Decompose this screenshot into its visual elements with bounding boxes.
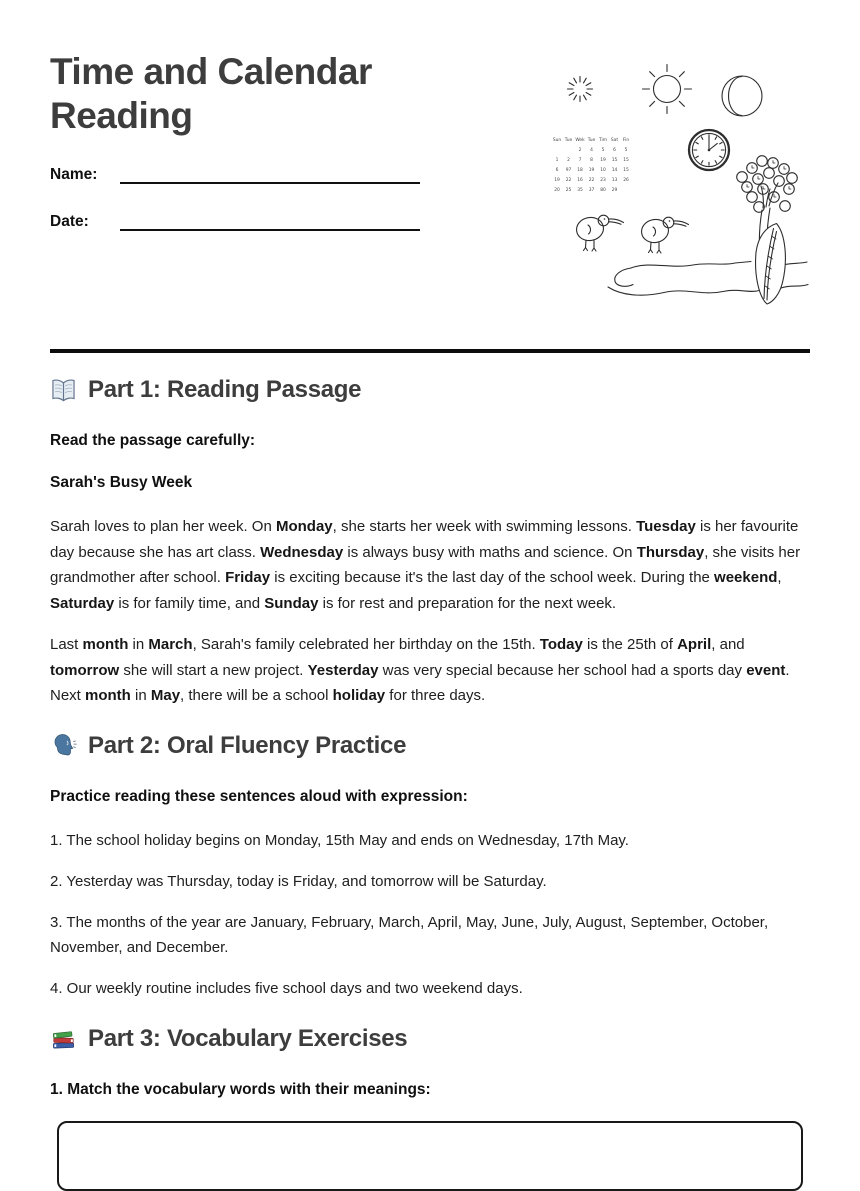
svg-text:1: 1 bbox=[555, 158, 559, 163]
part3-section bbox=[50, 1025, 810, 1191]
part2-heading-text: Part 2: Oral Fluency Practice bbox=[88, 731, 407, 759]
svg-text:13: 13 bbox=[611, 178, 618, 183]
svg-text:7: 7 bbox=[578, 158, 582, 163]
part3-heading bbox=[50, 1025, 810, 1053]
match-exercise-label: 1. Match the vocabulary words with their meanings: bbox=[50, 1080, 431, 1098]
svg-text:2: 2 bbox=[578, 148, 582, 153]
part3-heading-text: Part 3: Vocabulary Exercises bbox=[88, 1024, 408, 1052]
date-label: Date: bbox=[50, 213, 89, 230]
part1-heading-text: Part 1: Reading Passage bbox=[88, 376, 362, 403]
svg-text:20: 20 bbox=[554, 188, 560, 193]
svg-text:18: 18 bbox=[577, 168, 583, 173]
svg-text:Sun: Sun bbox=[552, 138, 562, 143]
matching-answer-box bbox=[57, 1121, 803, 1191]
svg-text:23: 23 bbox=[600, 178, 606, 183]
passage-paragraph-2: Last month in March, Sarah's family celebrated her birthday on the 15th. Today is the 25th of April, and tomorrow she will start a new project. Yesterday was very special because her school had a sports day event. Next month in May, there will be a school holiday for three days. bbox=[50, 636, 790, 704]
svg-text:Sat: Sat bbox=[610, 138, 619, 143]
kiwi-bird-doodle bbox=[575, 215, 624, 251]
svg-text:80: 80 bbox=[600, 188, 606, 193]
date-field-row bbox=[50, 209, 420, 231]
svg-text:2: 2 bbox=[567, 158, 570, 163]
moon-icon bbox=[722, 76, 762, 116]
calendar-clock-illustration bbox=[545, 56, 811, 308]
svg-text:35: 35 bbox=[577, 188, 583, 193]
svg-text:15: 15 bbox=[623, 168, 629, 173]
sparkle-icon bbox=[568, 77, 593, 102]
part1-section bbox=[50, 376, 810, 709]
svg-text:19: 19 bbox=[554, 178, 560, 183]
fluency-sentence-2: 2. Yesterday was Thursday, today is Friday, and tomorrow will be Saturday. bbox=[50, 872, 547, 890]
svg-text:25: 25 bbox=[565, 188, 572, 193]
svg-text:29: 29 bbox=[611, 188, 618, 193]
fluency-sentence-3: 3. The months of the year are January, February, March, April, May, June, July, August, September, October, November, and December. bbox=[50, 913, 769, 956]
svg-text:Wek: Wek bbox=[575, 138, 585, 143]
svg-text:Fin: Fin bbox=[622, 138, 630, 143]
name-label: Name: bbox=[50, 166, 98, 183]
part2-heading bbox=[50, 732, 810, 760]
name-input-line[interactable] bbox=[120, 162, 420, 184]
surfboard-doodle bbox=[756, 224, 786, 305]
svg-text:22: 22 bbox=[588, 178, 595, 183]
doodle-calendar-grid bbox=[553, 137, 629, 193]
svg-text:Tim: Tim bbox=[598, 138, 608, 143]
svg-text:Tue: Tue bbox=[587, 138, 596, 143]
section-divider bbox=[50, 349, 810, 353]
svg-text:19: 19 bbox=[600, 158, 606, 163]
page-title: Time and Calendar Reading bbox=[50, 51, 372, 136]
svg-text:16: 16 bbox=[577, 178, 583, 183]
name-field-row bbox=[50, 162, 420, 184]
part1-heading bbox=[50, 376, 810, 404]
svg-text:22: 22 bbox=[565, 178, 572, 183]
date-input-line[interactable] bbox=[120, 209, 420, 231]
clock-icon bbox=[689, 130, 729, 170]
fluency-sentence-1: 1. The school holiday begins on Monday, 15th May and ends on Wednesday, 17th May. bbox=[50, 831, 629, 849]
kiwi-bird-doodle bbox=[640, 217, 689, 253]
svg-text:5: 5 bbox=[624, 148, 628, 153]
header bbox=[50, 0, 810, 312]
svg-text:4: 4 bbox=[590, 148, 593, 153]
books-icon bbox=[50, 1025, 77, 1052]
svg-text:6: 6 bbox=[613, 148, 616, 153]
open-book-icon bbox=[50, 377, 77, 404]
sun-icon bbox=[643, 65, 692, 114]
fluency-sentence-4: 4. Our weekly routine includes five school days and two weekend days. bbox=[50, 980, 523, 997]
svg-text:15: 15 bbox=[623, 158, 629, 163]
speaking-head-icon bbox=[50, 732, 77, 759]
svg-text:37: 37 bbox=[588, 188, 595, 193]
svg-text:8: 8 bbox=[590, 158, 593, 163]
svg-text:Tue: Tue bbox=[564, 138, 573, 143]
part2-instruction: Practice reading these sentences aloud with expression: bbox=[50, 787, 468, 805]
svg-text:26: 26 bbox=[623, 178, 629, 183]
passage-paragraph-1: Sarah loves to plan her week. On Monday, she starts her week with swimming lessons. Tuesday is her favourite day because she has art class. Wednesday is always busy with maths and science. On Thursday, she visits her grandmother after school. Friday is exciting because it's the last day of the school week. During the weekend, Saturday is for family time, and Sunday is for rest and preparation for the next week. bbox=[50, 518, 801, 612]
svg-text:19: 19 bbox=[588, 168, 595, 173]
svg-text:14: 14 bbox=[611, 168, 618, 173]
part1-instruction: Read the passage carefully: bbox=[50, 432, 256, 449]
part2-section bbox=[50, 732, 810, 1002]
svg-text:10: 10 bbox=[600, 168, 606, 173]
svg-text:97: 97 bbox=[565, 168, 572, 173]
passage-title: Sarah's Busy Week bbox=[50, 474, 193, 491]
svg-text:5: 5 bbox=[601, 148, 605, 153]
svg-text:15: 15 bbox=[611, 158, 618, 163]
svg-text:6: 6 bbox=[555, 168, 559, 173]
